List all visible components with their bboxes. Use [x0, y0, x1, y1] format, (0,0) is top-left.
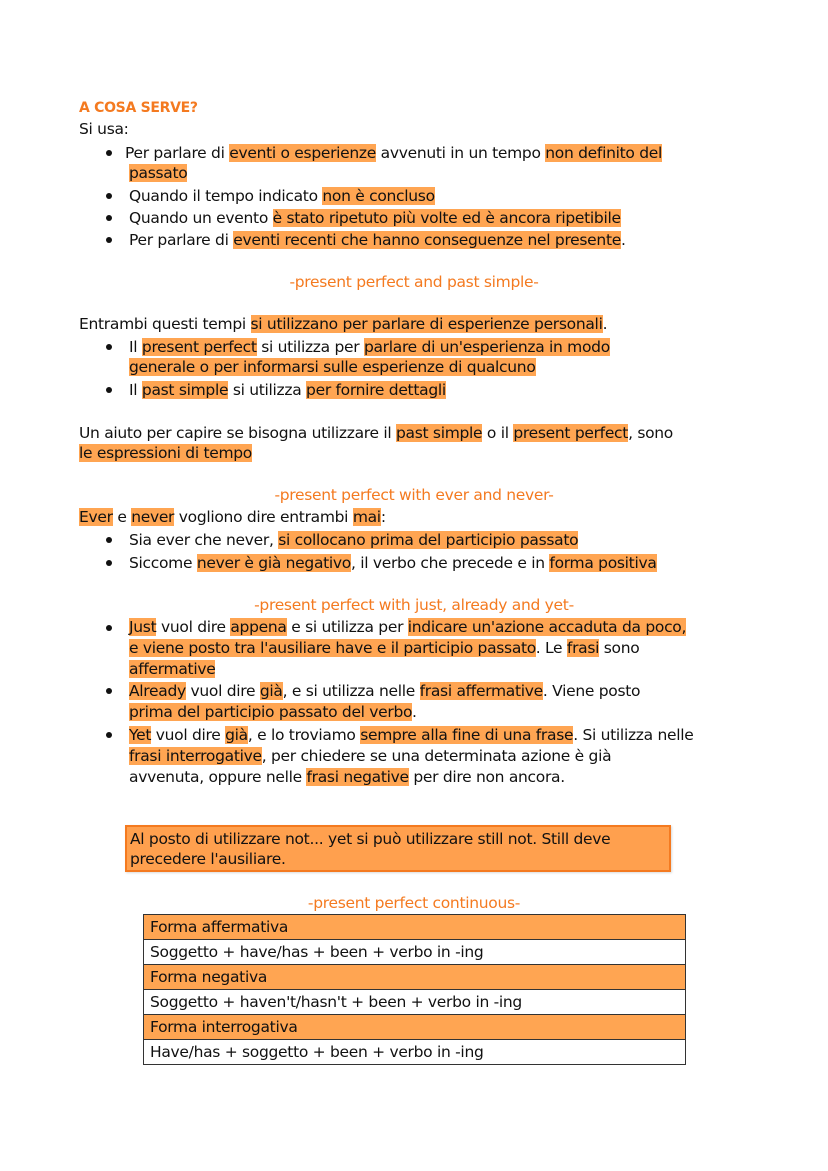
form-label: Forma affermativa [144, 915, 686, 940]
bullet-icon [106, 688, 112, 694]
section-title: -present perfect with just, already and yet- [254, 596, 574, 614]
section-title: -present perfect continuous- [307, 894, 521, 912]
list-item-continuation: e viene posto tra l'ausiliare have e il participio passato. Le frasi sono [129, 639, 640, 657]
bullet-icon [106, 387, 112, 393]
form-formula: Soggetto + have/has + been + verbo in -ing [144, 940, 686, 965]
list-item-continuation: frasi interrogative, per chiedere se una determinata azione è già [129, 747, 612, 765]
list-item-continuation: passato [129, 164, 188, 182]
form-formula: Soggetto + haven't/hasn't + been + verbo in -ing [144, 990, 686, 1015]
bullet-icon [106, 150, 112, 156]
section-title: -present perfect and past simple- [289, 273, 539, 291]
bullet-icon [106, 625, 112, 631]
list-item: Already vuol dire già, e si utilizza nelle frasi affermative. Viene posto [129, 682, 641, 700]
callout-text: Al posto di utilizzare not... yet si può utilizzare still not. Still deve [130, 830, 611, 848]
list-item: Siccome never è già negativo, il verbo che precede e in forma positiva [129, 554, 657, 572]
list-item-continuation: generale o per informarsi sulle esperienze di qualcuno [129, 358, 536, 376]
table-row [144, 1015, 686, 1040]
form-formula: Have/has + soggetto + been + verbo in -ing [144, 1040, 686, 1065]
note-text: Un aiuto per capire se bisogna utilizzare il past simple o il present perfect, sono [79, 424, 673, 442]
bullet-icon [106, 560, 112, 566]
list-item: Il present perfect si utilizza per parlare di un'esperienza in modo [129, 338, 610, 356]
bullet-icon [106, 193, 112, 199]
intro-text: Si usa: [79, 120, 129, 138]
list-item: Yet vuol dire già, e lo troviamo sempre alla fine di una frase. Si utilizza nelle [129, 726, 694, 744]
list-item-continuation: prima del participio passato del verbo. [129, 703, 417, 721]
callout-box [125, 825, 671, 872]
callout-text: precedere l'ausiliare. [130, 850, 286, 868]
table-row [144, 965, 686, 990]
bullet-icon [106, 344, 112, 350]
list-item: Per parlare di eventi o esperienze avvenuti in un tempo non definito del [125, 144, 662, 162]
note-text-continuation: le espressioni di tempo [79, 444, 252, 462]
bullet-icon [106, 537, 112, 543]
list-item-continuation: avvenuta, oppure nelle frasi negative per dire non ancora. [129, 768, 565, 786]
section-title: -present perfect with ever and never- [274, 486, 554, 504]
list-item: Just vuol dire appena e si utilizza per indicare un'azione accaduta da poco, [129, 618, 687, 636]
form-label: Forma negativa [144, 965, 686, 990]
list-item: Per parlare di eventi recenti che hanno conseguenze nel presente. [129, 231, 626, 249]
forms-table [143, 914, 686, 1065]
list-item: Il past simple si utilizza per fornire dettagli [129, 381, 446, 399]
table-row [144, 940, 686, 965]
list-item: Sia ever che never, si collocano prima del participio passato [129, 531, 579, 549]
list-item: Quando un evento è stato ripetuto più volte ed è ancora ripetibile [129, 209, 621, 227]
list-item: Quando il tempo indicato non è concluso [129, 187, 435, 205]
section-heading: A COSA SERVE? [79, 100, 198, 116]
bullet-icon [106, 732, 112, 738]
table-row [144, 1040, 686, 1065]
bullet-icon [106, 215, 112, 221]
bullet-icon [106, 237, 112, 243]
intro-text: Entrambi questi tempi si utilizzano per parlare di esperienze personali. [79, 315, 608, 333]
table-row [144, 990, 686, 1015]
table-row [144, 915, 686, 940]
intro-text: Ever e never vogliono dire entrambi mai: [79, 508, 386, 526]
form-label: Forma interrogativa [144, 1015, 686, 1040]
list-item-continuation: affermative [129, 660, 216, 678]
